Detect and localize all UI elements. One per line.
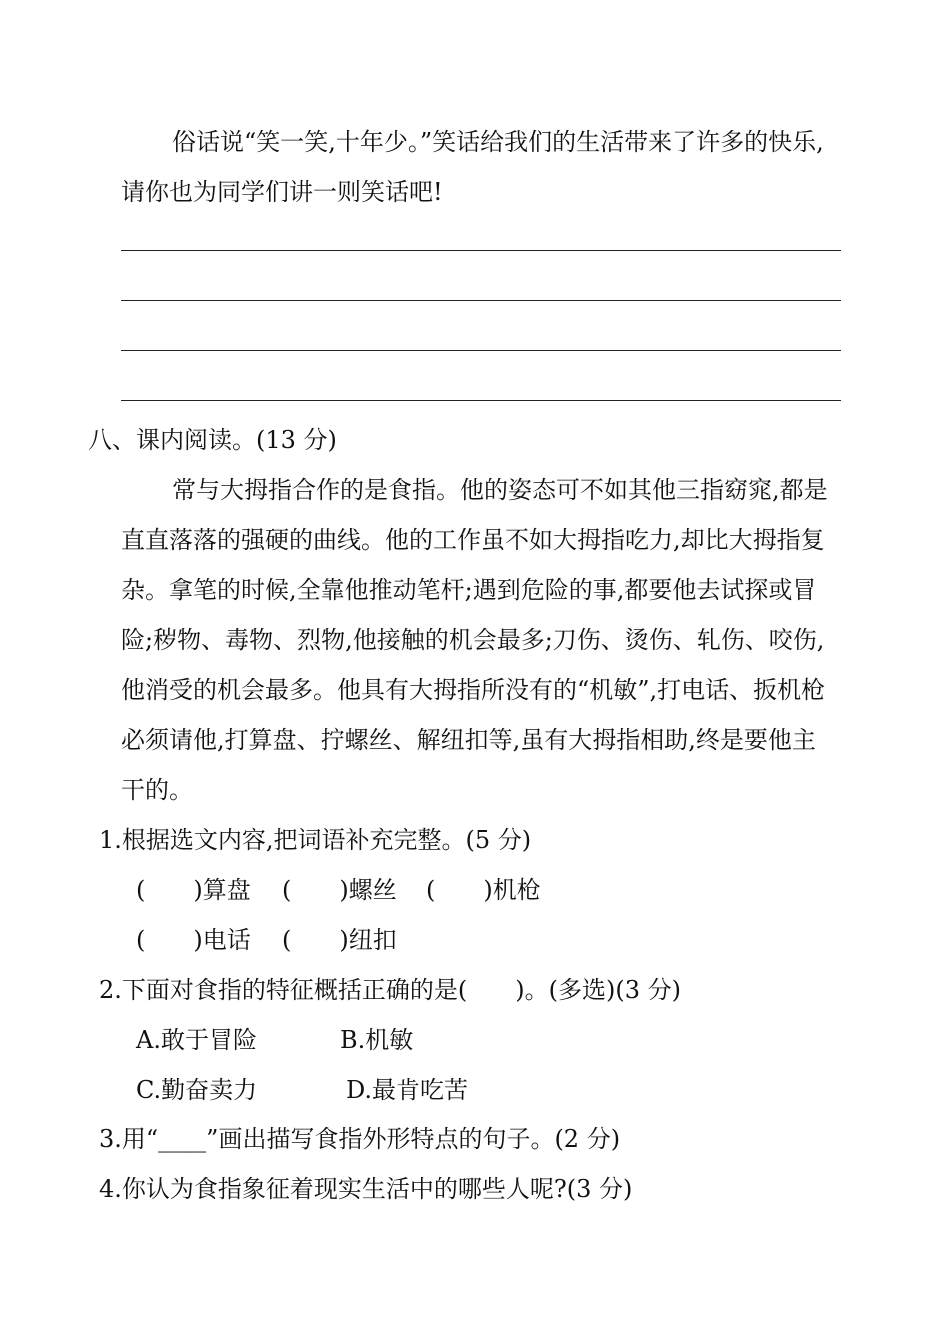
passage-line: 常与大拇指合作的是食指。他的姿态可不如其他三指窈窕,都是: [172, 476, 828, 504]
question-3-prefix: 3.用“: [99, 1125, 159, 1153]
option-b[interactable]: B.机敏: [340, 1026, 414, 1054]
fill-blank-item[interactable]: ( )螺丝: [282, 876, 397, 904]
answer-line[interactable]: [121, 400, 841, 401]
underline-sample: ____: [158, 1125, 207, 1153]
answer-line[interactable]: [121, 350, 841, 351]
fill-blank-item[interactable]: ( )电话: [136, 926, 251, 954]
answer-line[interactable]: [121, 300, 841, 301]
question-3-stem: [99, 1124, 620, 1154]
prompt-line-2: 请你也为同学们讲一则笑话吧!: [121, 178, 443, 206]
question-3-suffix: ”画出描写食指外形特点的句子。(2 分): [206, 1125, 621, 1153]
passage-line: 杂。拿笔的时候,全靠他推动笔杆;遇到危险的事,都要他去试探或冒: [121, 576, 817, 604]
question-4-stem: 4.你认为食指象征着现实生活中的哪些人呢?(3 分): [99, 1175, 633, 1203]
answer-line[interactable]: [121, 250, 841, 251]
option-c[interactable]: C.勤奋卖力: [136, 1076, 258, 1104]
passage-line: 直直落落的强硬的曲线。他的工作虽不如大拇指吃力,却比大拇指复: [121, 526, 825, 554]
passage-line: 他消受的机会最多。他具有大拇指所没有的“机敏”,打电话、扳机枪: [121, 676, 826, 704]
option-d[interactable]: D.最肯吃苦: [346, 1076, 469, 1104]
section-heading: 八、课内阅读。(13 分): [88, 426, 337, 454]
question-2-stem: 2.下面对食指的特征概括正确的是( )。(多选)(3 分): [99, 976, 681, 1004]
fill-blank-item[interactable]: ( )机枪: [426, 876, 541, 904]
question-1-stem: 1.根据选文内容,把词语补充完整。(5 分): [99, 826, 532, 854]
passage-line: 干的。: [121, 776, 193, 804]
fill-blank-item[interactable]: ( )纽扣: [282, 926, 397, 954]
option-a[interactable]: A.敢于冒险: [136, 1026, 257, 1054]
fill-blank-item[interactable]: ( )算盘: [136, 876, 251, 904]
prompt-line-1: 俗话说“笑一笑,十年少。”笑话给我们的生活带来了许多的快乐,: [172, 128, 824, 156]
passage-line: 必须请他,打算盘、拧螺丝、解纽扣等,虽有大拇指相助,终是要他主: [121, 726, 816, 754]
passage-line: 险;秽物、毒物、烈物,他接触的机会最多;刀伤、烫伤、轧伤、咬伤,: [121, 626, 825, 654]
